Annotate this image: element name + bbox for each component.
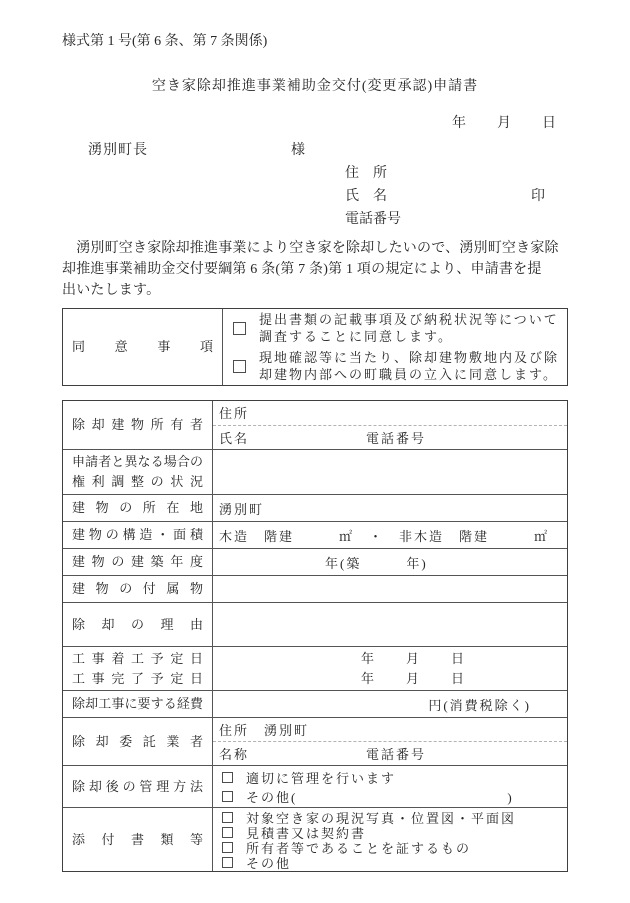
row-label-cell (63, 808, 213, 871)
owner-name-subrow (213, 426, 567, 450)
table-row-year-built (63, 548, 567, 575)
row-label-cell (63, 401, 213, 449)
row-label-cell (63, 718, 213, 765)
document-item-text: 所有者等であることを証するもの (246, 840, 472, 856)
consent-item (223, 347, 567, 385)
consent-table (62, 308, 568, 386)
row-label-line: 工事完了予定日 (72, 670, 203, 686)
table-row-documents (63, 807, 567, 871)
schedule-start-value: 年 月 日 (361, 650, 467, 666)
main-table (62, 400, 568, 872)
form-number: 様式第 1 号(第 6 条、第 7 条関係) (62, 34, 268, 49)
consent-label: 同意事項 (72, 339, 213, 354)
checkbox-icon (233, 322, 246, 335)
document-item (213, 855, 567, 870)
table-row-cost (63, 690, 567, 717)
schedule-end-value: 年 月 日 (361, 670, 467, 686)
row-label-cell (63, 691, 213, 717)
checkbox-icon (222, 791, 233, 802)
seal-mark: 印 (531, 189, 545, 204)
table-row-reason (63, 602, 567, 646)
row-value-cell (213, 603, 567, 646)
row-value-cell (213, 576, 567, 602)
owner-name-label: 氏名 (219, 430, 250, 446)
checkbox-icon (222, 772, 233, 783)
table-row-location (63, 494, 567, 521)
row-label-line: 申請者と異なる場合の (72, 454, 203, 469)
contractor-name-subrow (213, 742, 567, 765)
contractor-address-label: 住所 湧別町 (219, 723, 310, 738)
management-option-text: 適切に管理を行います (246, 770, 397, 786)
row-label-cell (63, 549, 213, 575)
row-label-cell (63, 603, 213, 646)
body-line: 湧別町空き家除却推進事業により空き家を除却したいので、湧別町空き家除 (62, 241, 559, 256)
cost-value: 円(消費税除く) (428, 697, 531, 713)
checkbox-icon (222, 857, 233, 868)
row-label-line: 工事着工予定日 (72, 650, 203, 666)
row-label-cell (63, 522, 213, 548)
table-row-structure (63, 521, 567, 548)
row-label-cell (63, 495, 213, 521)
row-value-cell (213, 718, 567, 765)
table-row-rights (63, 449, 567, 494)
row-value-cell (213, 401, 567, 449)
table-row-management (63, 765, 567, 807)
row-label: 建物の建築年度 (72, 554, 203, 569)
row-label-cell (63, 450, 213, 494)
applicant-name-label: 氏 名 (345, 189, 387, 204)
row-label: 建物の構造・面積 (72, 527, 203, 542)
contractor-phone-label: 電話番号 (366, 747, 427, 762)
table-row-owner (63, 401, 567, 449)
row-value-cell (213, 766, 567, 807)
management-option-text: その他( ) (246, 789, 514, 805)
management-option (213, 787, 567, 806)
row-label-line: 権利調整の状況 (72, 474, 203, 489)
document-item-text: 見積書又は契約書 (246, 825, 367, 841)
row-value-cell (213, 495, 567, 521)
row-label: 添付書類等 (72, 831, 203, 847)
row-label: 除却工事に要する経費 (72, 696, 203, 711)
row-value-cell (213, 549, 567, 575)
form-title: 空き家除却推進事業補助金交付(変更承認)申請書 (151, 79, 479, 94)
contractor-name-label: 名称 (219, 747, 250, 762)
row-value-cell (213, 522, 567, 548)
date-line: 年 月 日 (452, 116, 557, 131)
consent-items-cell (223, 309, 567, 385)
consent-item (223, 309, 567, 347)
table-row-contractor (63, 717, 567, 765)
applicant-phone-label: 電話番号 (345, 212, 401, 227)
row-value-cell (213, 450, 567, 494)
owner-address-subrow (213, 401, 567, 426)
row-label-cell (63, 576, 213, 602)
checkbox-icon (222, 827, 233, 838)
structure-value: 木造 階建 ㎡ ・ 非木造 階建 ㎡ (219, 528, 550, 544)
body-paragraph (62, 238, 568, 301)
document-item-text: 対象空き家の現況写真・位置図・平面図 (246, 810, 517, 826)
row-value-cell (213, 691, 567, 717)
consent-item-text: 提出書類の記載事項及び納税状況等について調査することに同意します。 (259, 311, 559, 344)
document-item-text: その他 (246, 855, 292, 871)
body-line: 出いたします。 (62, 283, 161, 298)
table-row-schedule (63, 646, 567, 690)
checkbox-icon (222, 812, 233, 823)
table-row-accessories (63, 575, 567, 602)
applicant-address-label: 住 所 (345, 166, 387, 181)
owner-phone-label: 電話番号 (366, 430, 427, 446)
row-label: 除却建物所有者 (72, 417, 203, 432)
row-value-cell (213, 808, 567, 871)
consent-label-cell (63, 309, 223, 385)
row-label: 除却委託業者 (72, 733, 203, 749)
row-label: 除却後の管理方法 (72, 778, 203, 794)
checkbox-icon (222, 842, 233, 853)
addressee: 湧別町長 (88, 143, 148, 158)
addressee-honorific: 様 (291, 143, 305, 158)
checkbox-icon (233, 360, 246, 373)
row-label-cell (63, 647, 213, 690)
year-built-value: 年(築 年) (325, 555, 428, 571)
consent-item-text: 現地確認等に当たり、除却建物敷地内及び除却建物内部への町職員の立入に同意します。 (259, 349, 560, 382)
body-line: 却推進事業補助金交付要綱第 6 条(第 7 条)第 1 項の規定により、申請書を提 (62, 262, 542, 277)
location-value: 湧別町 (219, 501, 265, 517)
row-label: 建物の付属物 (72, 581, 203, 596)
row-label: 除却の理由 (72, 616, 203, 632)
row-label: 建物の所在地 (72, 500, 203, 515)
row-label-cell (63, 766, 213, 807)
owner-address-label: 住所 (219, 406, 250, 422)
row-value-cell (213, 647, 567, 690)
contractor-address-subrow (213, 718, 567, 742)
management-option (213, 768, 567, 787)
